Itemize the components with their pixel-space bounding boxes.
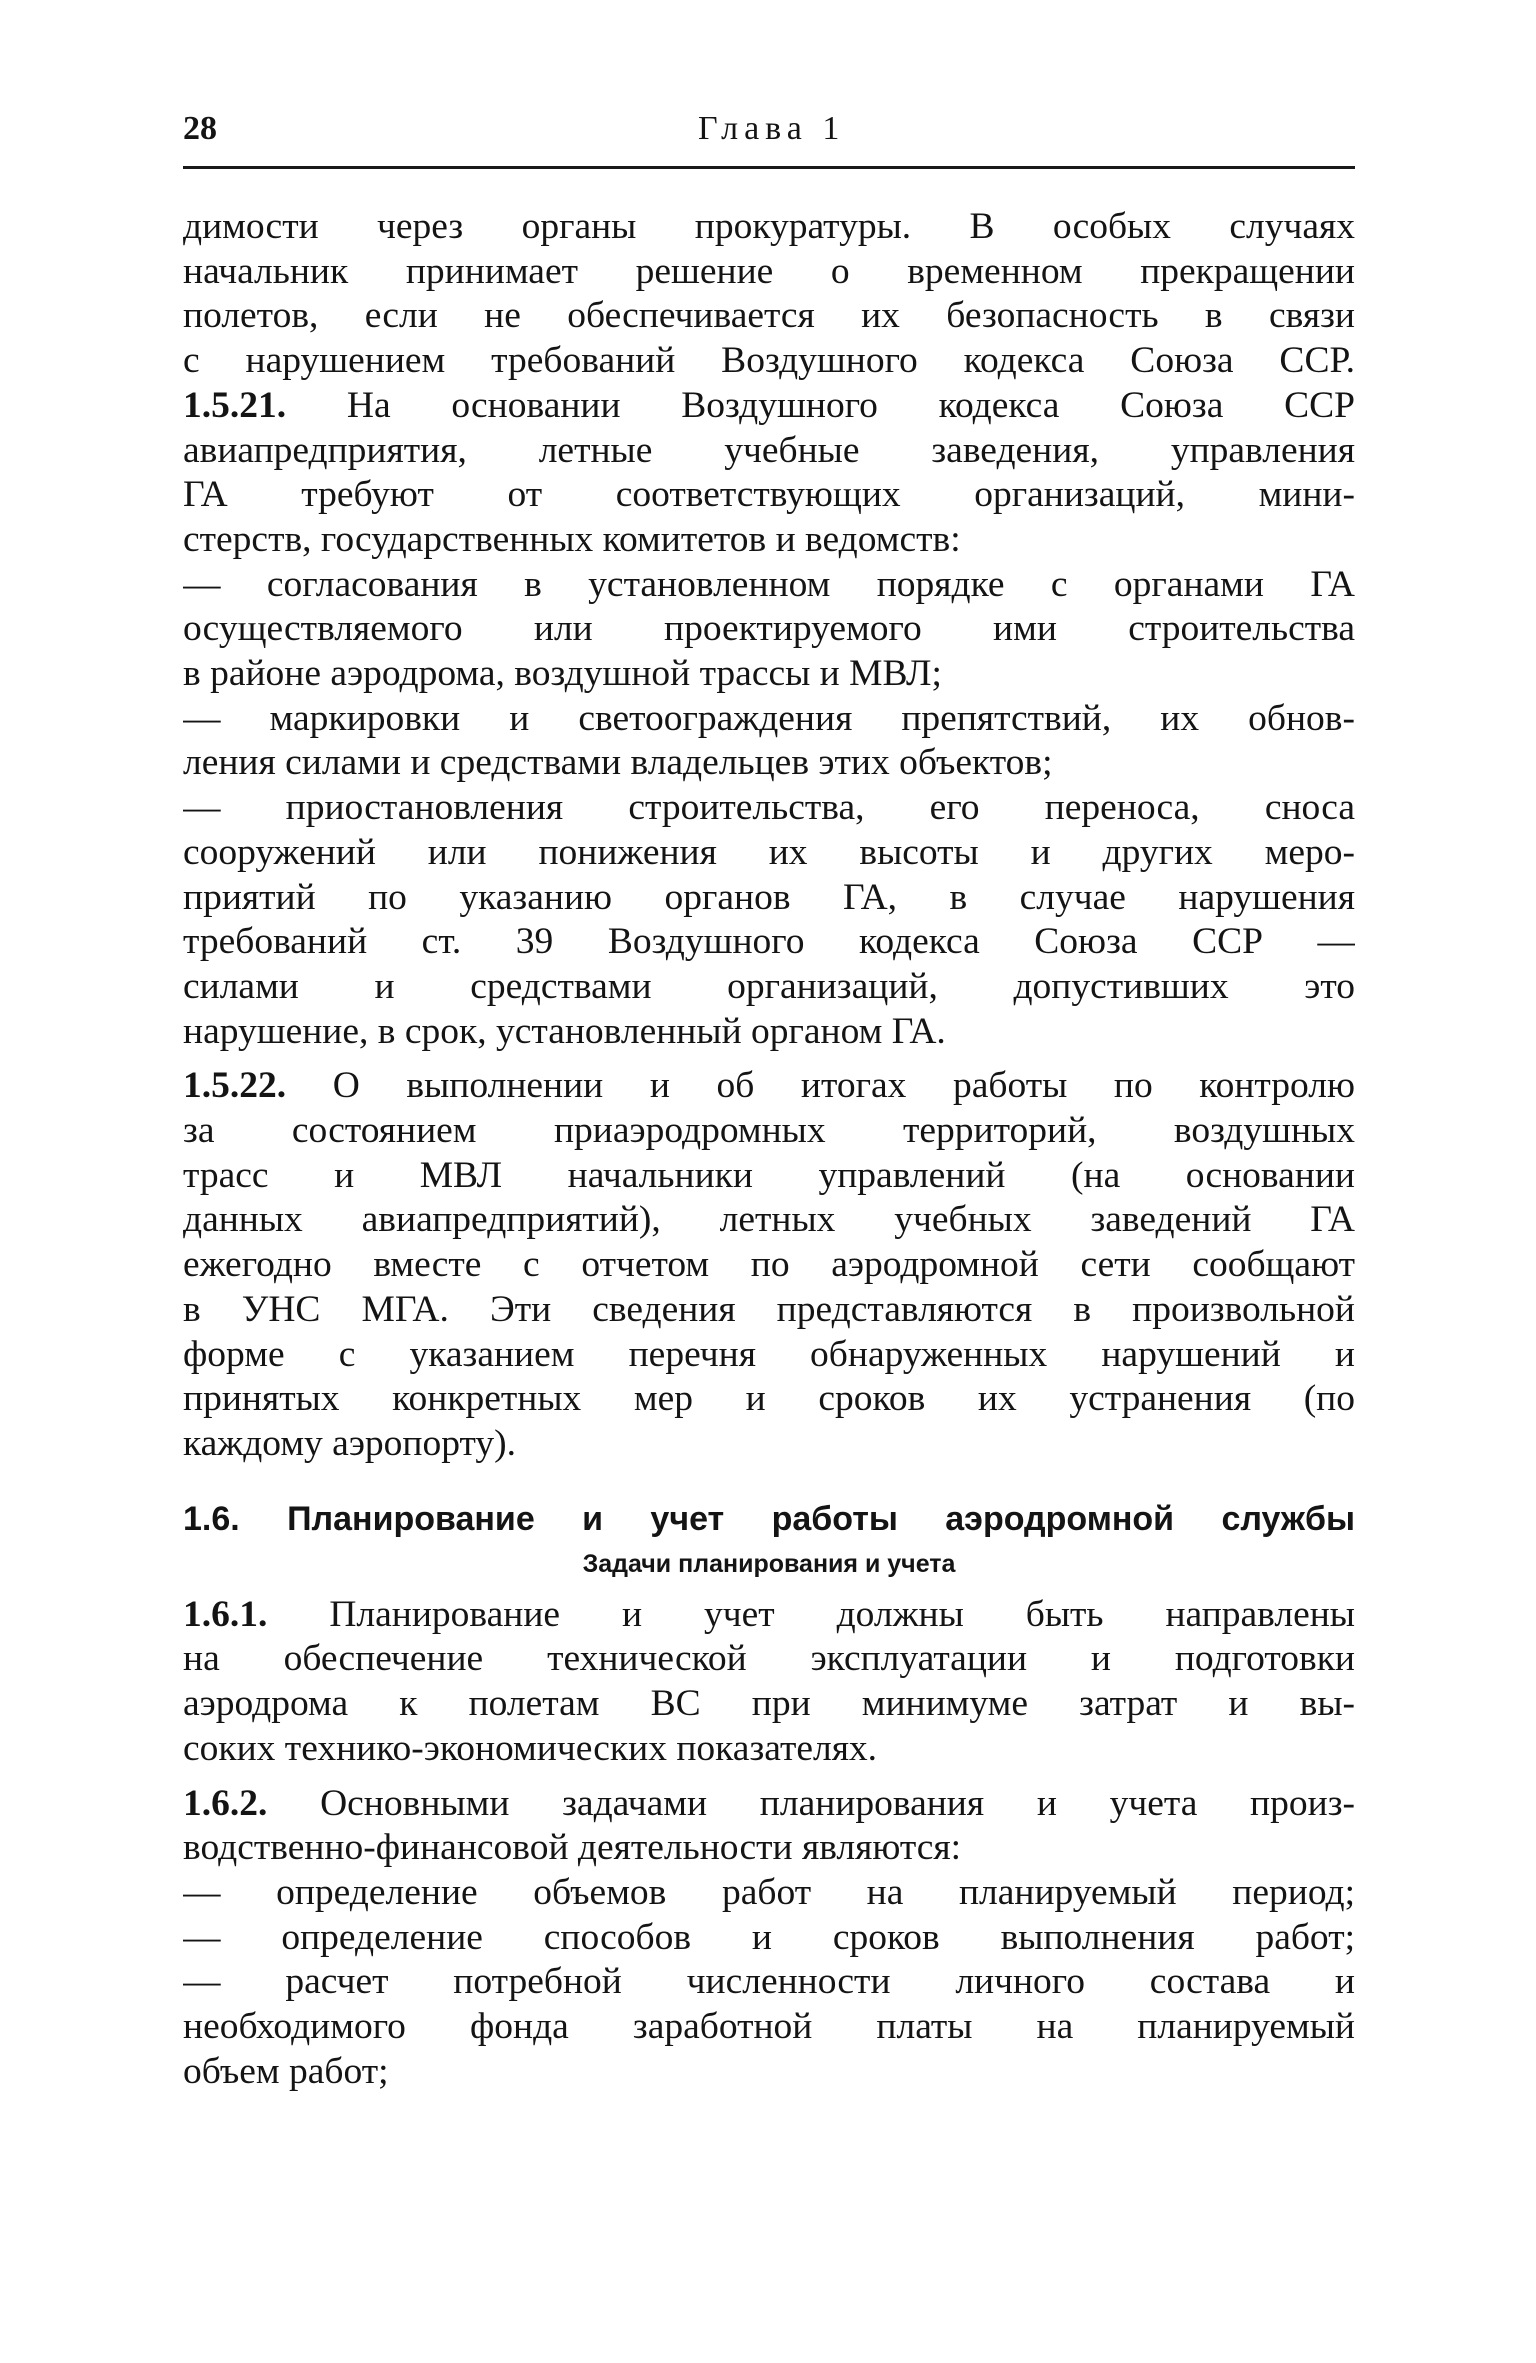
list-line: в районе аэродрома, воздушной трассы и МВЛ; bbox=[183, 653, 942, 695]
paragraph-number: 1.5.22. bbox=[183, 1065, 287, 1107]
text-line: данных авиапредприятий), летных учебных заведений ГА bbox=[183, 1199, 1355, 1241]
text-line: авиапредприятия, летные учебные заведения, управления bbox=[183, 429, 1355, 471]
paragraph-number: 1.6.1. bbox=[183, 1593, 268, 1635]
text-line: ГА требуют от соответствующих организаций, мини- bbox=[183, 474, 1355, 516]
text-line: соких технико-экономических показателях. bbox=[183, 1727, 878, 1769]
section-heading: 1.6. Планирование и учет работы аэродромной службы bbox=[183, 1499, 1355, 1538]
text-fragment: О выполнении и об итогах работы по контролю bbox=[286, 1065, 1355, 1107]
list-line: нарушение, в срок, установленный органом ГА. bbox=[183, 1010, 946, 1052]
text-line: за состоянием приаэродромных территорий, воздушных bbox=[183, 1110, 1355, 1152]
text-line: на обеспечение технической эксплуатации и подготовки bbox=[183, 1638, 1355, 1680]
chapter-label: Глава 1 bbox=[698, 110, 846, 147]
list-line: ления силами и средствами владельцев этих объектов; bbox=[183, 742, 1053, 784]
text-line: водственно-финансовой деятельности являются: bbox=[183, 1827, 962, 1869]
text-fragment: Планирование и учет должны быть направлены bbox=[267, 1593, 1355, 1635]
list-line: требований ст. 39 Воздушного кодекса Союза ССР — bbox=[183, 921, 1355, 963]
paragraph-1-5-21-first-line bbox=[183, 384, 1355, 429]
spacer bbox=[183, 1054, 1355, 1064]
subsection-heading: Задачи планирования и учета bbox=[582, 1549, 956, 1578]
header-rule bbox=[183, 166, 1355, 169]
list-line: объем работ; bbox=[183, 2050, 389, 2092]
list-line: — приостановления строительства, его переноса, сноса bbox=[183, 787, 1355, 829]
list-line: — согласования в установленном порядке с органами ГА bbox=[183, 563, 1355, 605]
text-line: принятых конкретных мер и сроков их устранения (по bbox=[183, 1378, 1355, 1420]
spacer bbox=[183, 1467, 1355, 1497]
paragraph-1-6-2-first-line bbox=[183, 1782, 1355, 1827]
text-line: в УНС МГА. Эти сведения представляются в произвольной bbox=[183, 1288, 1355, 1330]
body-text bbox=[183, 205, 1355, 2094]
running-head bbox=[183, 110, 1355, 166]
list-line: сооружений или понижения их высоты и других меро- bbox=[183, 831, 1355, 873]
paragraph-1-6-1-first-line bbox=[183, 1593, 1355, 1638]
paragraph-1-5-22-first-line bbox=[183, 1064, 1355, 1109]
text-line: стерств, государственных комитетов и ведомств: bbox=[183, 518, 961, 560]
text-line: димости через органы прокуратуры. В особых случаях bbox=[183, 206, 1355, 247]
list-line: — маркировки и светоограждения препятствий, их обнов- bbox=[183, 697, 1355, 739]
spacer bbox=[183, 1772, 1355, 1782]
text-line: полетов, если не обеспечивается их безопасность в связи bbox=[183, 295, 1355, 337]
text-line: с нарушением требований Воздушного кодекса Союза ССР. bbox=[183, 340, 1355, 382]
list-line: приятий по указанию органов ГА, в случае нарушения bbox=[183, 876, 1355, 918]
list-line: силами и средствами организаций, допустивших это bbox=[183, 965, 1355, 1007]
list-line: — определение объемов работ на планируемый период; bbox=[183, 1871, 1355, 1913]
text-line: трасс и МВЛ начальники управлений (на основании bbox=[183, 1154, 1355, 1196]
list-line: необходимого фонда заработной платы на планируемый bbox=[183, 2006, 1355, 2048]
list-line: осуществляемого или проектируемого ими строительства bbox=[183, 608, 1355, 650]
paragraph-number: 1.6.2. bbox=[183, 1782, 268, 1824]
list-line: — определение способов и сроков выполнения работ; bbox=[183, 1916, 1355, 1958]
text-fragment: На основании Воздушного кодекса Союза ССР bbox=[286, 384, 1355, 426]
text-line: начальник принимает решение о временном прекращении bbox=[183, 250, 1355, 292]
page-number: 28 bbox=[183, 110, 217, 147]
text-line: форме с указанием перечня обнаруженных нарушений и bbox=[183, 1333, 1355, 1375]
text-line: аэродрома к полетам ВС при минимуме затрат и вы- bbox=[183, 1683, 1355, 1725]
text-fragment: Основными задачами планирования и учета произ- bbox=[267, 1782, 1355, 1824]
text-line: каждому аэропорту). bbox=[183, 1422, 516, 1464]
paragraph-number: 1.5.21. bbox=[183, 384, 287, 426]
list-line: — расчет потребной численности личного состава и bbox=[183, 1961, 1355, 2003]
book-page bbox=[183, 110, 1355, 2094]
text-line: ежегодно вместе с отчетом по аэродромной сети сообщают bbox=[183, 1244, 1355, 1286]
